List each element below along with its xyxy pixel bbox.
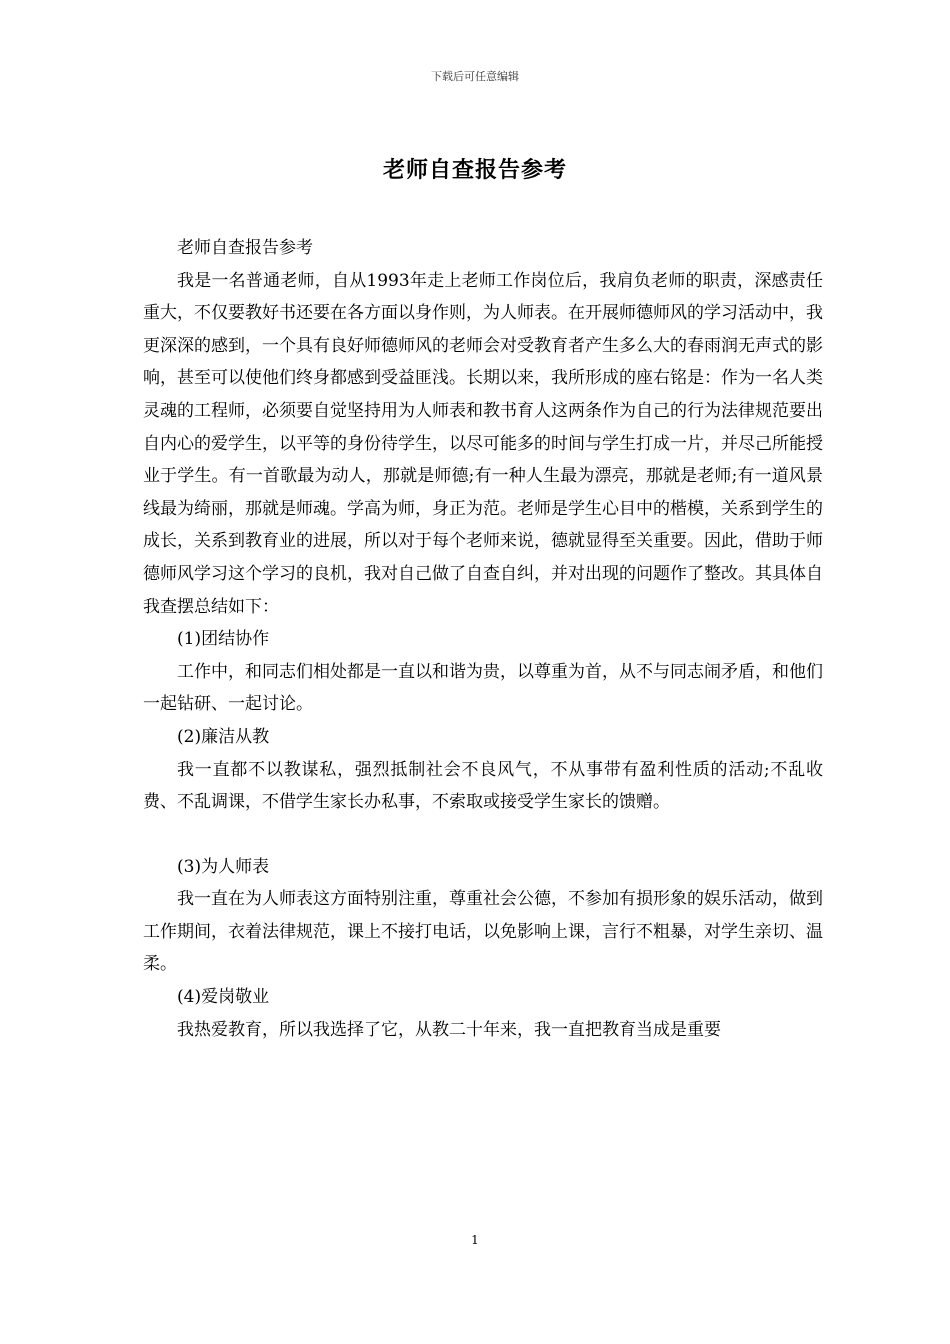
document-title: 老师自查报告参考 xyxy=(382,157,567,183)
paragraph-subtitle: 老师自查报告参考 xyxy=(177,238,313,258)
document-body xyxy=(143,232,823,1046)
paragraph-intro: 我是一名普通老师，自从1993年走上老师工作岗位后，我肩负老师的职责，深感责任重大，不仅要教好书还要在各方面以身作则，为人师表。在开展师德师风的学习活动中，我更深深的感到，一个具有良好师德师风的老师会对受教育者产生多么大的春雨润无声式的影响，甚至可以使他们终身都感到受益匪浅。长期以来，我所形成的座右铭是：作为一名人类灵魂的工程师，必须要自觉坚持用为人师表和教书育人这两条作为自己的行为法律规范要出自内心的爱学生，以平等的身份待学生，以尽可能多的时间与学生打成一片，并尽己所能授业于学生。有一首歌最为动人，那就是师德;有一种人生最为漂亮，那就是老师;有一道风景线最为绮丽，那就是师魂。学高为师，身正为范。老师是学生心目中的楷模，关系到学生的成长，关系到教育业的进展，所以对于每个老师来说，德就显得至关重要。因此，借助于师德师风学习这个学习的良机，我对自己做了自查自纠，并对出现的问题作了整改。其具体自我查摆总结如下： xyxy=(143,270,823,617)
page-number: 1 xyxy=(471,1233,479,1247)
paragraph-integrity: 我一直都不以教谋私，强烈抵制社会不良风气，不从事带有盈利性质的活动;不乱收费、不乱调课，不借学生家长办私事，不索取或接受学生家长的馈赠。 xyxy=(143,759,823,813)
paragraph-teamwork: 工作中，和同志们相处都是一直以和谐为贵，以尊重为首，从不与同志闹矛盾，和他们一起钻研、一起讨论。 xyxy=(143,661,823,715)
section-heading-teamwork: (1)团结协作 xyxy=(177,629,270,650)
paragraph-dedication: 我热爱教育，所以我选择了它，从教二十年来，我一直把教育当成是重要 xyxy=(177,1019,721,1040)
section-heading-role-model: (3)为人师表 xyxy=(177,856,270,877)
section-heading-integrity: (2)廉洁从教 xyxy=(177,726,270,747)
section-heading-dedication: (4)爱岗敬业 xyxy=(177,987,270,1008)
paragraph-role-model: 我一直在为人师表这方面特别注重，尊重社会公德，不参加有损形象的娱乐活动，做到工作期间，衣着法律规范，课上不接打电话，以免影响上课，言行不粗暴，对学生亲切、温柔。 xyxy=(143,889,823,975)
header-note: 下载后可任意编辑 xyxy=(431,70,519,83)
